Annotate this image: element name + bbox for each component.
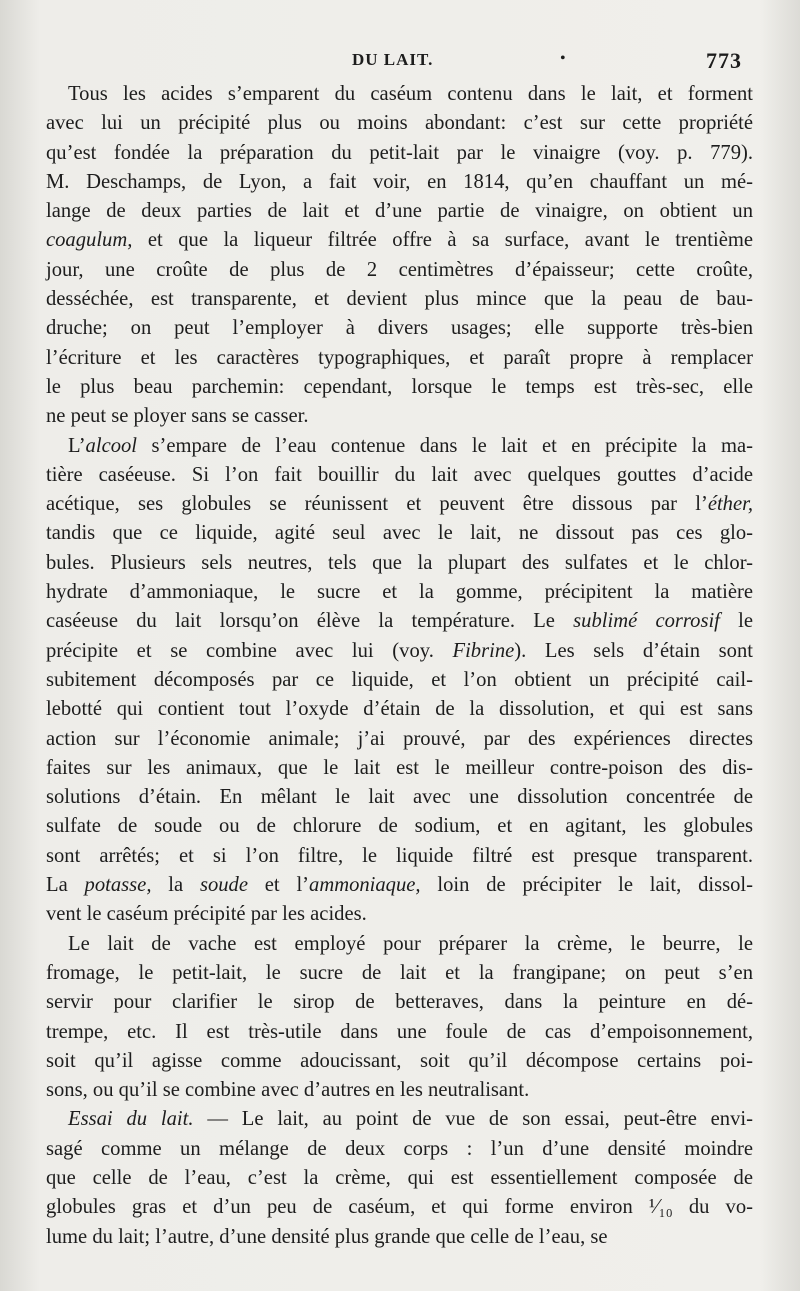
text-line [46, 314, 753, 343]
text-run: le plus beau parchemin: cependant, lorsque le temps est très-sec, elle [46, 375, 753, 398]
text-line [46, 139, 753, 168]
text-run: sons, ou qu’il se combine avec d’autres en les neutralisant. [46, 1079, 530, 1102]
text-line [46, 373, 753, 402]
text-run: servir pour clarifier le sirop de betteraves, dans la peinture en dé- [46, 991, 753, 1014]
text-line [46, 988, 753, 1017]
text-line [46, 402, 753, 431]
text-run: vent le caséum précipité par les acides. [46, 903, 367, 926]
text-run: desséchée, est transparente, et devient plus mince que la peau de bau- [46, 288, 753, 311]
text-line [46, 1105, 753, 1134]
text-line [46, 256, 753, 285]
text-run: La [46, 874, 85, 897]
paragraph [46, 930, 753, 1106]
text-line [46, 549, 753, 578]
italic-text: Fibrine [452, 639, 515, 662]
text-run: Le lait de vache est employé pour préparer la crème, le beurre, le [68, 932, 753, 955]
text-line [46, 959, 753, 988]
text-line [46, 519, 753, 548]
text-run: acétique, ses globules se réunissent et peuvent être dissous par l’ [46, 493, 708, 516]
text-line [46, 1076, 753, 1105]
text-run: bules. Plusieurs sels neutres, tels que la plupart des sulfates et le chlor- [46, 551, 753, 574]
text-line [46, 578, 753, 607]
text-run: avec lui un précipité plus ou moins abondant: c’est sur cette propriété [46, 112, 753, 135]
text-run: sont arrêtés; et si l’on filtre, le liquide filtré est presque transparent. [46, 844, 753, 867]
text-line [46, 461, 753, 490]
text-line [46, 1047, 753, 1076]
text-line [46, 197, 753, 226]
running-head-dot: • [560, 50, 566, 67]
text-run: et l’ [247, 874, 310, 897]
text-run: soit qu’il agisse comme adoucissant, soit qu’il décompose certains poi- [46, 1049, 753, 1072]
text-line [46, 490, 753, 519]
text-line [46, 109, 753, 138]
italic-text: éther, [707, 493, 753, 516]
italic-text: Essai du lait. [68, 1108, 194, 1131]
text-line [46, 1135, 753, 1164]
text-run: s’empare de l’eau contenue dans le lait et en précipite la ma- [137, 434, 753, 457]
text-line [46, 842, 753, 871]
text-run: sulfate de soude ou de chlorure de sodium, et en agitant, les globules [46, 815, 753, 838]
text-run: caséeuse du lait lorsqu’on élève la température. Le [46, 610, 574, 633]
text-run: fromage, le petit-lait, le sucre de lait et la frangipane; on peut s’en [46, 961, 753, 984]
text-run: et que la liqueur filtrée offre à sa surface, avant le trentième [132, 229, 753, 252]
text-line [46, 871, 753, 900]
text-run: trempe, etc. Il est très-utile dans une foule de cas d’empoisonnement, [46, 1020, 753, 1043]
italic-text: ammoniaque, [309, 874, 421, 897]
text-line [46, 1193, 753, 1222]
text-run: jour, une croûte de plus de 2 centimètres d’épaisseur; cette croûte, [46, 258, 753, 281]
running-title: DU LAIT. [352, 50, 434, 69]
italic-text: alcool [85, 434, 138, 457]
text-run: ). Les sels d’étain sont [514, 639, 753, 662]
text-run: L’ [68, 434, 86, 457]
text-line [46, 812, 753, 841]
text-line [46, 666, 753, 695]
text-line [46, 900, 753, 929]
text-run: que celle de l’eau, c’est la crème, qui est essentiellement composée de [46, 1166, 753, 1189]
body-text [46, 80, 753, 1252]
text-line [46, 285, 753, 314]
text-run: tandis que ce liquide, agité seul avec le lait, ne dissout pas ces glo- [46, 522, 753, 545]
text-run: solutions d’étain. En mêlant le lait avec une dissolution concentrée de [46, 786, 753, 809]
text-line [46, 607, 753, 636]
paragraph [46, 80, 753, 432]
text-line [46, 432, 753, 461]
text-run: lange de deux parties de lait et d’une partie de vinaigre, on obtient un [46, 200, 753, 223]
italic-text: sublimé corrosif [573, 610, 720, 633]
text-run: tière caséeuse. Si l’on fait bouillir du lait avec quelques gouttes d’acide [46, 463, 753, 486]
text-run: Tous les acides s’emparent du caséum contenu dans le lait, et forment [68, 83, 753, 105]
text-run: lume du lait; l’autre, d’une densité plus grande que celle de l’eau, se [46, 1225, 608, 1248]
text-line [46, 1223, 753, 1252]
text-run: le [719, 610, 753, 633]
text-line [46, 783, 753, 812]
text-line [46, 168, 753, 197]
text-run: hydrate d’ammoniaque, le sucre et la gomme, précipitent la matière [46, 581, 753, 604]
text-run: sagé comme un mélange de deux corps : l’un d’une densité moindre [46, 1137, 753, 1160]
text-line [46, 80, 753, 109]
text-line [46, 1018, 753, 1047]
text-run: lebotté qui contient tout l’oxyde d’étain de la dissolution, et qui est sans [46, 698, 753, 721]
text-run: ne peut se ployer sans se casser. [46, 405, 309, 428]
text-run: — Le lait, au point de vue de son essai, peut-être envi- [193, 1108, 753, 1131]
text-run: l’écriture et les caractères typographiques, et paraît propre à remplacer [46, 346, 753, 369]
text-run: qu’est fondée la préparation du petit-lait par le vinaigre (voy. p. 779). [46, 141, 753, 164]
text-run: faites sur les animaux, que le lait est le meilleur contre-poison des dis- [46, 756, 753, 779]
text-line [46, 725, 753, 754]
text-line [46, 344, 753, 373]
running-head [0, 48, 800, 78]
italic-text: soude [199, 874, 248, 897]
text-run: subitement décomposés par ce liquide, et l’on obtient un précipité cail- [46, 668, 753, 691]
text-line [46, 1164, 753, 1193]
page-number: 773 [706, 48, 742, 73]
text-run: M. Deschamps, de Lyon, a fait voir, en 1814, qu’en chauffant un mé- [46, 170, 753, 193]
text-run: druche; on peut l’employer à divers usages; elle supporte très-bien [46, 317, 753, 340]
text-run: globules gras et d’un peu de caséum, et qui forme environ ¹⁄₁₀ du vo- [46, 1196, 753, 1219]
text-line [46, 695, 753, 724]
text-line [46, 930, 753, 959]
paragraph [46, 432, 753, 930]
text-run: loin de précipiter le lait, dissol- [420, 874, 753, 897]
paragraph [46, 1105, 753, 1251]
text-line [46, 754, 753, 783]
text-run: la [151, 874, 200, 897]
italic-text: coagulum, [46, 229, 133, 252]
text-run: action sur l’économie animale; j’ai prouvé, par des expériences directes [46, 727, 753, 750]
italic-text: potasse, [84, 874, 152, 897]
text-line [46, 637, 753, 666]
text-run: précipite et se combine avec lui (voy. [46, 639, 453, 662]
text-line [46, 226, 753, 255]
